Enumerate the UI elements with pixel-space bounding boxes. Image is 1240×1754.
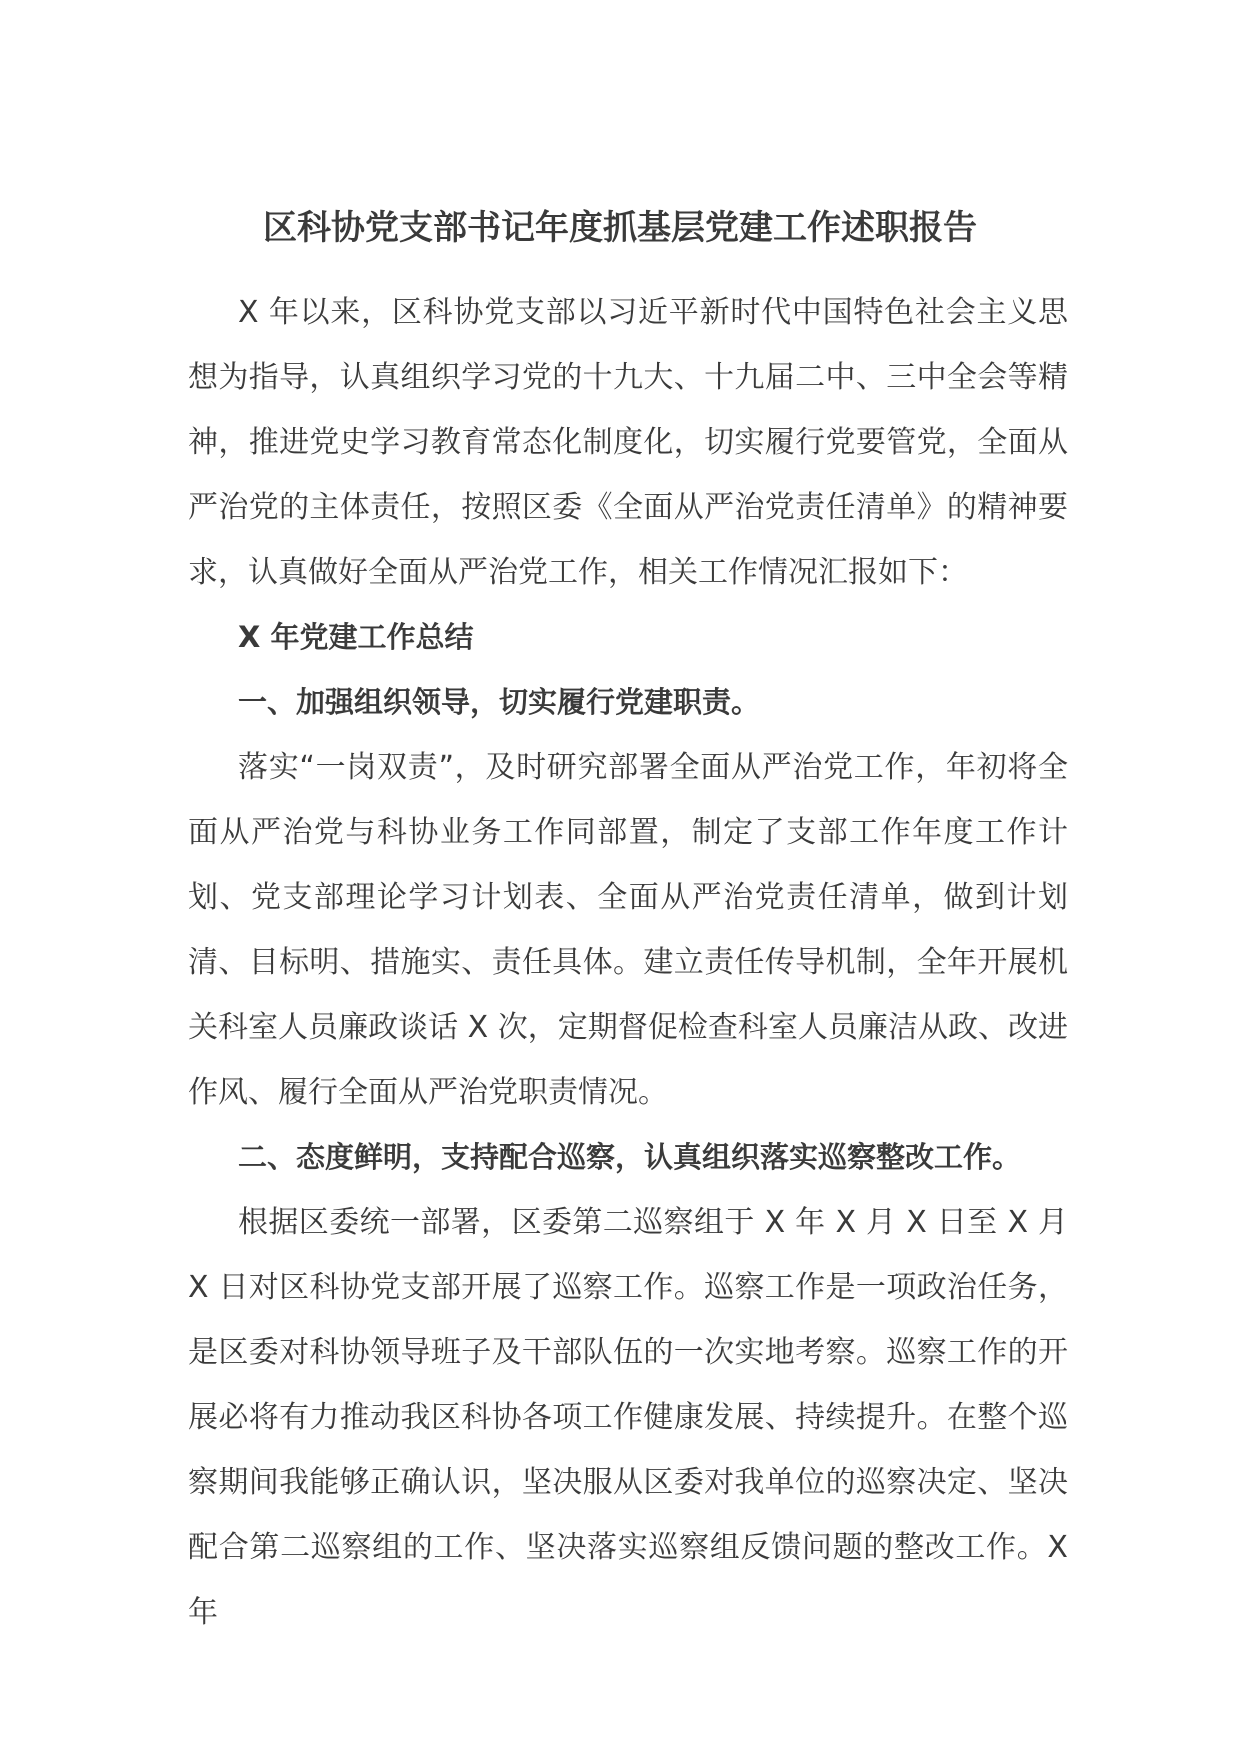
summary-heading: X 年党建工作总结 (238, 620, 474, 654)
section-1-paragraph: 落实“一岗双责”，及时研究部署全面从严治党工作，年初将全面从严治党与科协业务工作同部置，制定了支部工作年度工作计划、党支部理论学习计划表、全面从严治党责任清单，做到计划清、目标明、措施实、责任具体。建立责任传导机制，全年开展机关科室人员廉政谈话 X 次，定期督促检查科室人员廉洁从政、改进作风、履行全面从严治党职责情况。 (188, 750, 1068, 1110)
section-1-heading: 一、加强组织领导，切实履行党建职责。 (238, 685, 761, 719)
section-2-paragraph: 根据区委统一部署，区委第二巡察组于 X 年 X 月 X 日至 X 月 X 日对区科协党支部开展了巡察工作。巡察工作是一项政治任务，是区委对科协领导班子及干部队伍的一次实地考察。巡察工作的开展必将有力推动我区科协各项工作健康发展、持续提升。在整个巡察期间我能够正确认识，坚决服从区委对我单位的巡察决定、坚决配合第二巡察组的工作、坚决落实巡察组反馈问题的整改工作。X 年 (188, 1205, 1068, 1630)
document-body (188, 280, 1068, 1645)
document-title: 区科协党支部书记年度抓基层党建工作述职报告 (263, 208, 977, 248)
intro-paragraph: X 年以来，区科协党支部以习近平新时代中国特色社会主义思想为指导，认真组织学习党的十九大、十九届二中、三中全会等精神，推进党史学习教育常态化制度化，切实履行党要管党，全面从严治党的主体责任，按照区委《全面从严治党责任清单》的精神要求，认真做好全面从严治党工作，相关工作情况汇报如下： (188, 295, 1068, 590)
section-2-heading: 二、态度鲜明，支持配合巡察，认真组织落实巡察整改工作。 (238, 1140, 1022, 1174)
